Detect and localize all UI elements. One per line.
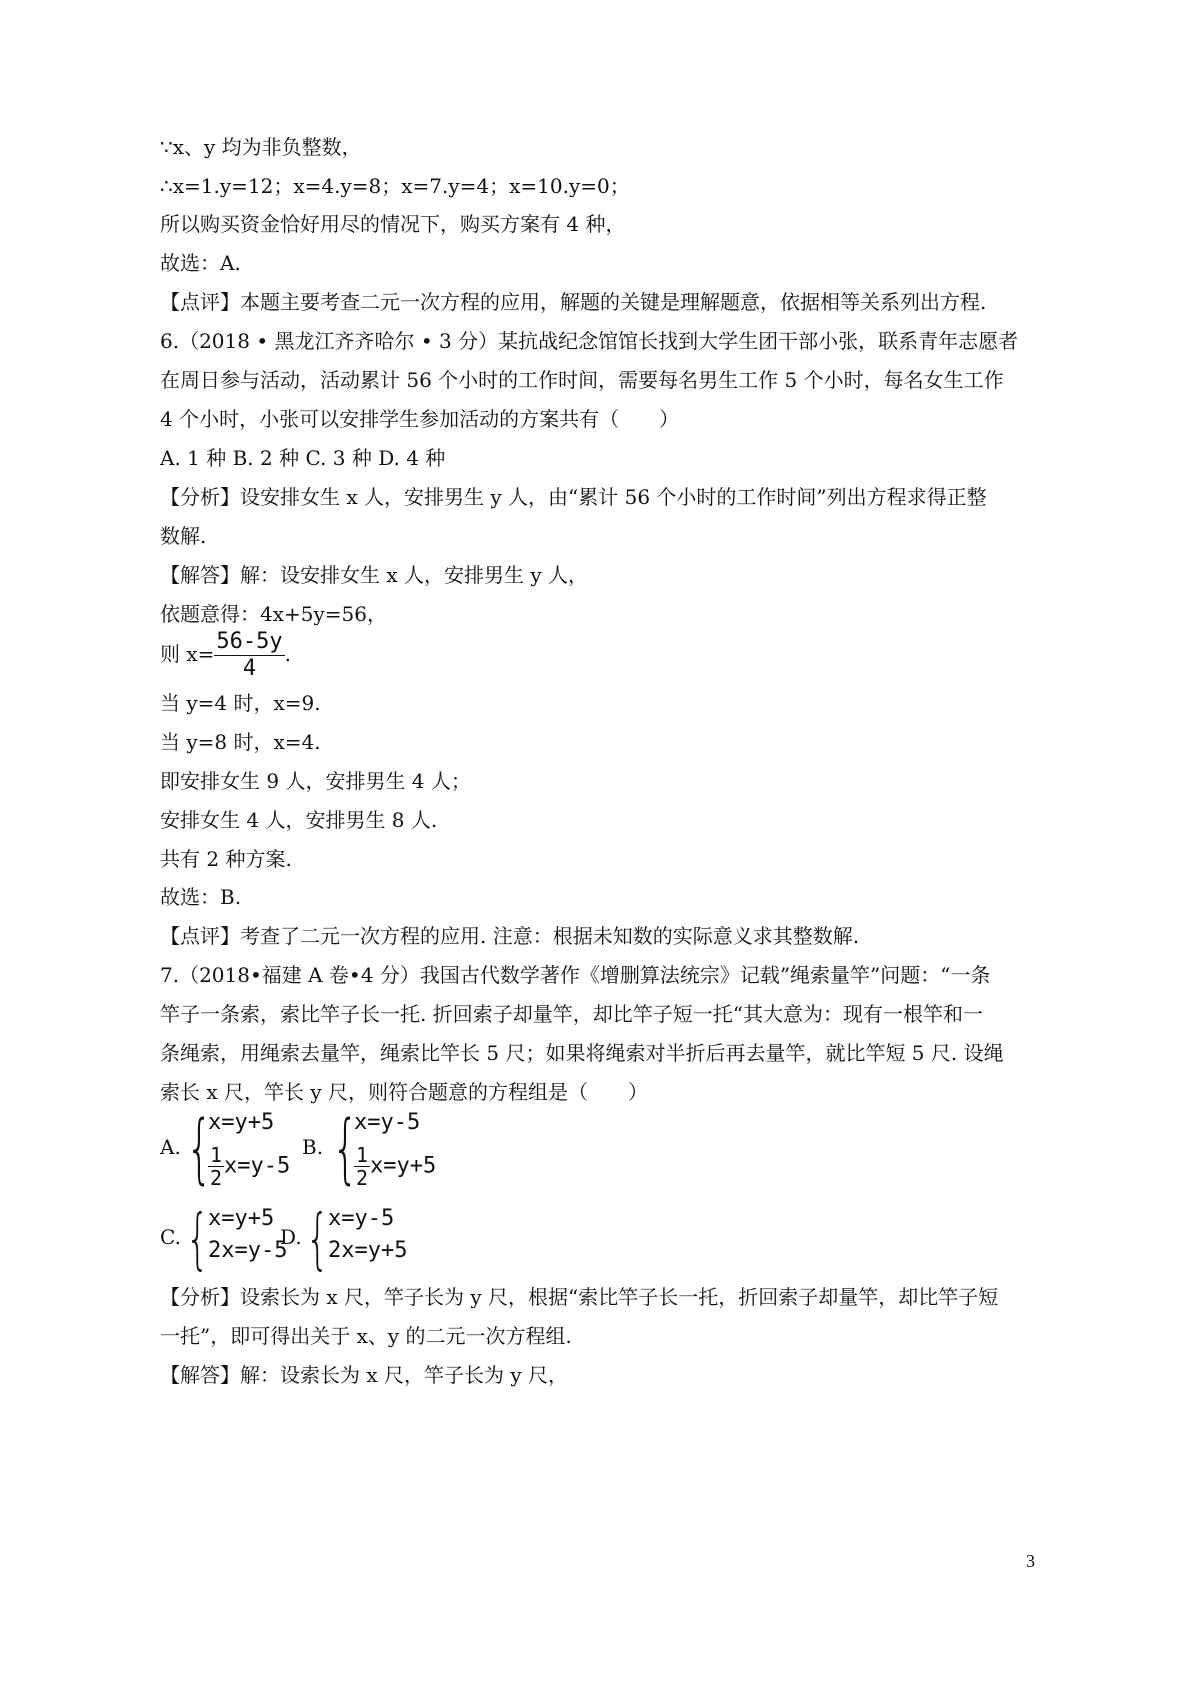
option-a-eq1: x=y+5 <box>208 1110 275 1135</box>
solution-line: 即安排女生 9 人，安排男生 4 人； <box>160 769 471 793</box>
brace-icon: { <box>332 1103 359 1192</box>
solution-line: 依题意得：4x+5y=56， <box>160 602 387 626</box>
text-line: 所以购买资金恰好用尽的情况下，购买方案有 4 种， <box>160 212 626 236</box>
brace-icon: { <box>186 1200 210 1277</box>
fraction <box>214 629 284 682</box>
option-d-label: D. <box>280 1225 302 1249</box>
fraction-suffix: . <box>284 642 291 666</box>
option-b-eq1: x=y-5 <box>354 1110 421 1135</box>
comment-line: 【点评】本题主要考查二元一次方程的应用，解题的关键是理解题意，依据相等关系列出方程. <box>160 290 987 314</box>
question-line: 条绳索，用绳索去量竿，绳索比竿长 5 尺；如果将绳索对半折后再去量竿，就比竿短 5 尺. 设绳 <box>160 1041 1004 1065</box>
option-b-eq2-num: 1 <box>356 1143 369 1167</box>
choice-row-ab <box>160 1103 660 1200</box>
option-d-eq2: 2x=y+5 <box>328 1238 408 1263</box>
fraction-numerator: 56-5y <box>216 629 283 654</box>
solution-line: 当 y=4 时，x=9. <box>160 691 321 715</box>
analysis-line: 一托”，即可得出关于 x、y 的二元一次方程组. <box>160 1324 572 1348</box>
fraction-line <box>160 626 291 682</box>
text-line: ∵x、y 均为非负整数， <box>160 135 362 159</box>
brace-icon: { <box>306 1200 330 1277</box>
solution-line: 安排女生 4 人，安排男生 8 人. <box>160 808 438 832</box>
answer-options: A. 1 种 B. 2 种 C. 3 种 D. 4 种 <box>160 446 446 470</box>
option-a-eq2 <box>208 1144 290 1189</box>
option-a-eq2-rest: x=y-5 <box>224 1153 291 1179</box>
text-line: 故选：A. <box>160 251 241 275</box>
option-a-eq2-num: 1 <box>210 1143 223 1167</box>
question-line: 6.（2018 • 黑龙江齐齐哈尔 • 3 分）某抗战纪念馆馆长找到大学生团干部小张，联系青年志愿者 <box>160 329 1019 353</box>
question-line: 竿子一条索，索比竿子长一托. 折回索子却量竿，却比竿子短一托“其大意为：现有一根竿和一 <box>160 1002 983 1026</box>
question-line: 索长 x 尺，竿长 y 尺，则符合题意的方程组是（ ） <box>160 1080 649 1104</box>
choice-row-cd <box>160 1200 660 1286</box>
page-number: 3 <box>1026 1551 1035 1571</box>
analysis-line: 【分析】设索长为 x 尺，竿子长为 y 尺，根据“索比竿子长一托，折回索子却量竿，却比竿子短 <box>160 1285 999 1309</box>
solution-line: 当 y=8 时，x=4. <box>160 730 321 754</box>
solution-line: 【解答】解：设安排女生 x 人，安排男生 y 人， <box>160 563 589 587</box>
option-c-label: C. <box>160 1225 181 1249</box>
comment-line: 【点评】考查了二元一次方程的应用. 注意：根据未知数的实际意义求其整数解. <box>160 924 860 948</box>
text-line: ∴x=1.y=12；x=4.y=8；x=7.y=4；x=10.y=0； <box>160 174 630 198</box>
option-d-system <box>306 1200 426 1286</box>
question-line: 7.（2018•福建 A 卷•4 分）我国古代数学著作《增删算法统宗》记载”绳索量竿”问题：“一条 <box>160 963 991 987</box>
option-b-eq2-rest: x=y+5 <box>370 1153 437 1179</box>
solution-line: 共有 2 种方案. <box>160 847 292 871</box>
option-b-eq2 <box>354 1144 436 1189</box>
option-a-label: A. <box>160 1135 181 1159</box>
solution-line: 【解答】解：设索长为 x 尺，竿子长为 y 尺， <box>160 1363 569 1387</box>
option-c-eq1: x=y+5 <box>208 1206 275 1231</box>
question-line: 在周日参与活动，活动累计 56 个小时的工作时间，需要每名男生工作 5 个小时，每名女生工作 <box>160 368 1004 392</box>
option-b-eq2-den: 2 <box>356 1166 369 1190</box>
fraction-denominator: 4 <box>214 655 284 682</box>
option-a-eq2-den: 2 <box>210 1166 223 1190</box>
analysis-line: 数解. <box>160 524 207 548</box>
analysis-line: 【分析】设安排女生 x 人，安排男生 y 人，由“累计 56 个小时的工作时间”列出方程求得正整 <box>160 485 987 509</box>
fraction-prefix: 则 x= <box>160 642 215 666</box>
question-line: 4 个小时，小张可以安排学生参加活动的方案共有（ ） <box>160 407 680 431</box>
option-b-label: B. <box>302 1135 324 1159</box>
solution-line: 故选：B. <box>160 885 242 909</box>
option-c-eq2: 2x=y-5 <box>208 1238 288 1263</box>
brace-icon: { <box>186 1103 213 1192</box>
option-d-eq1: x=y-5 <box>328 1206 395 1231</box>
option-b-system <box>332 1103 472 1200</box>
